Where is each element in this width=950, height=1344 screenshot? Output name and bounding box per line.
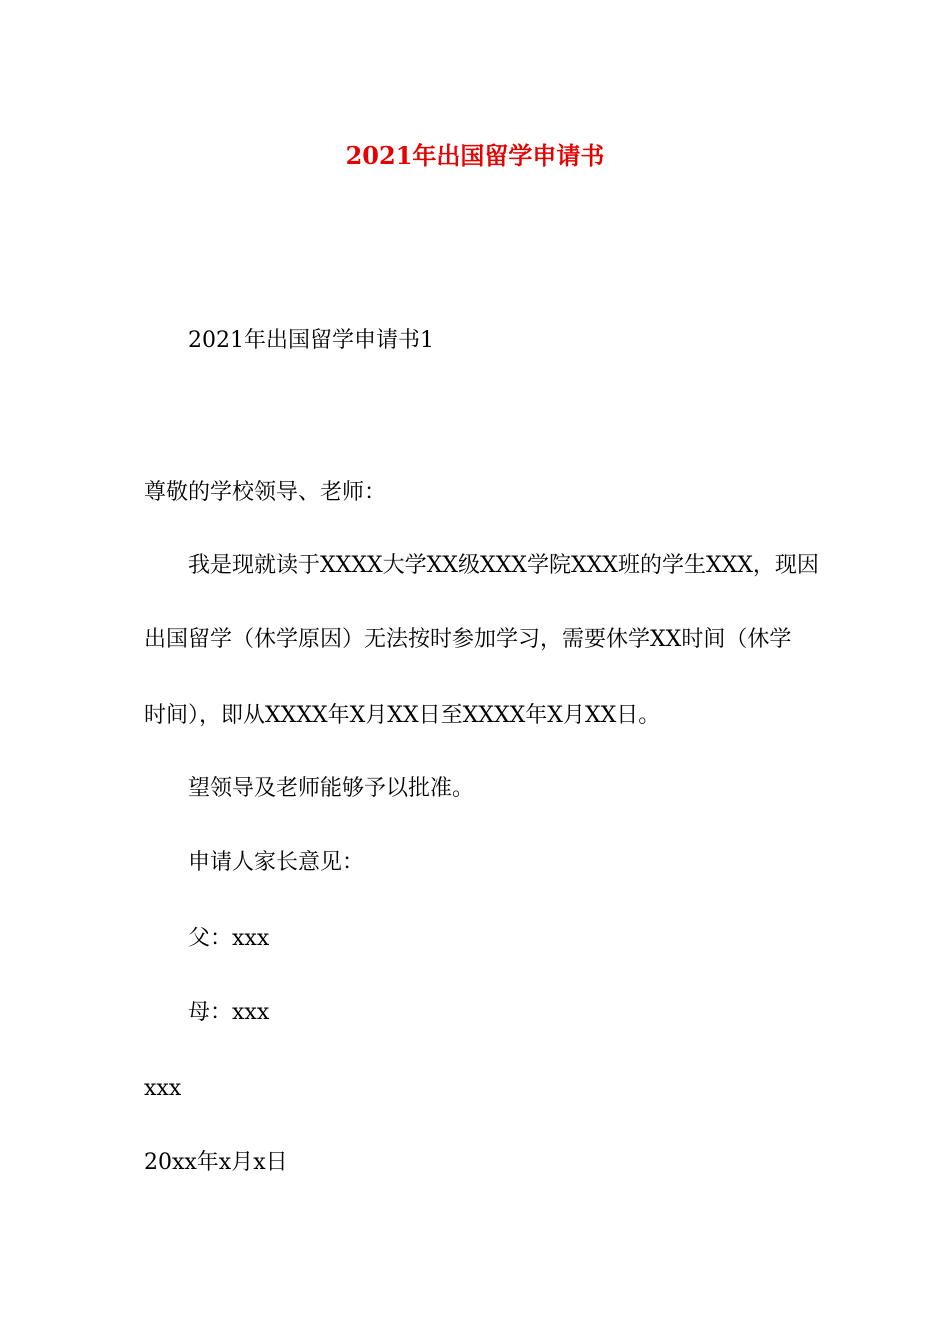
body-line-2: 出国留学（休学原因）无法按时参加学习，需要休学XX时间（休学: [144, 627, 792, 652]
mother-signature: 母：xxx: [188, 1000, 270, 1025]
request-text: 望领导及老师能够予以批准。: [188, 776, 475, 801]
body-line-1: 我是现就读于XXXX大学XX级XXX学院XXX班的学生XXX，现因: [188, 553, 819, 578]
document-title: 2021年出国留学申请书: [345, 141, 605, 170]
document-heading: 2021年出国留学申请书1: [188, 328, 434, 353]
parent-opinion-label: 申请人家长意见：: [188, 850, 365, 875]
salutation: 尊敬的学校领导、老师：: [144, 480, 387, 505]
father-signature: 父：xxx: [188, 926, 270, 951]
applicant-signature: xxx: [144, 1076, 182, 1101]
document-date: 20xx年x月x日: [144, 1150, 288, 1175]
body-line-3: 时间），即从XXXX年X月XX日至XXXX年X月XX日。: [144, 703, 661, 728]
